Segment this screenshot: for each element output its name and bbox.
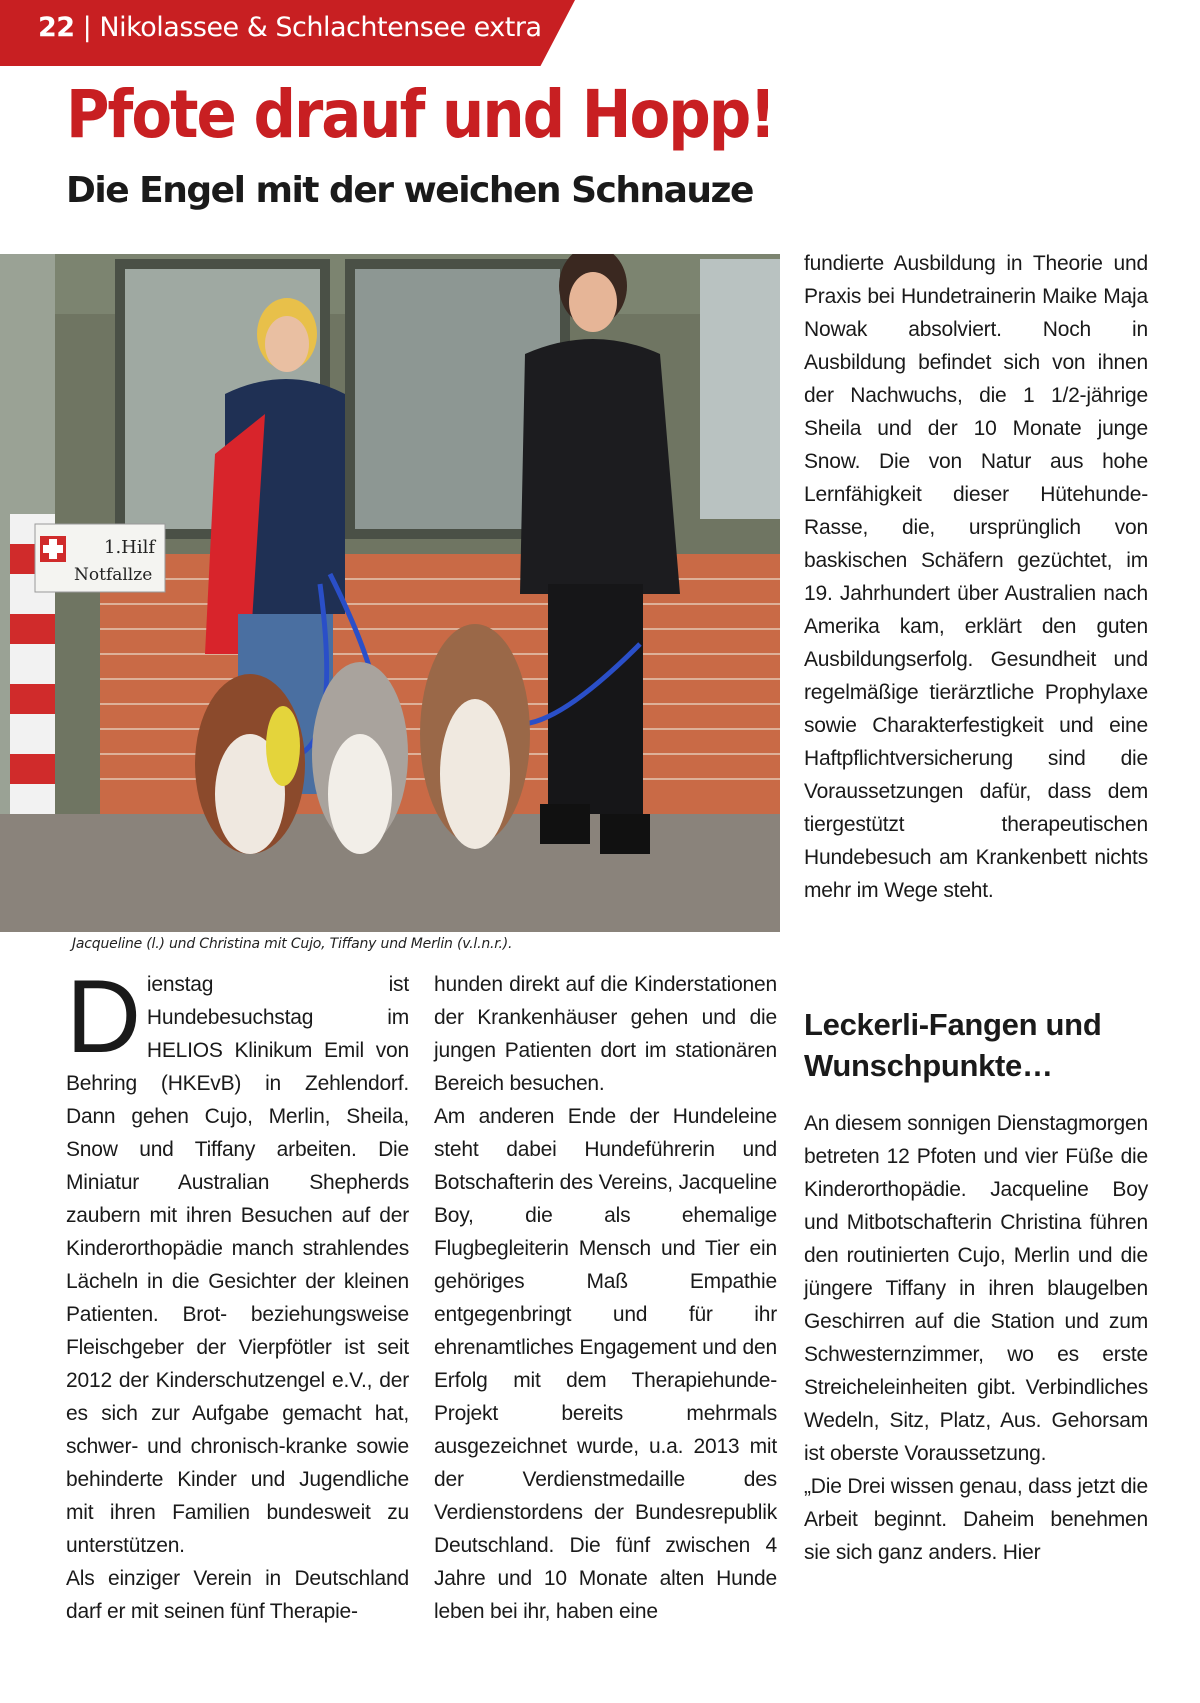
section-name: Nikolassee & Schlachtensee extra [99,12,542,43]
article-column-3-bottom [804,1107,1148,1569]
paragraph: Als einziger Verein in Deutschland darf er mit seinen fünf Therapie- [66,1567,409,1623]
photo-sign-line2: Notfallze [74,565,153,585]
article-title: Pfote drauf und Hopp! [66,76,775,153]
article-column-2 [434,968,777,1628]
paragraph: hunden direkt auf die Kinderstationen der Krankenhäuser gehen und die jungen Patienten dort im stationären Bereich besuchen. [434,973,777,1095]
article-column-1 [66,959,409,1628]
section-header [38,12,542,43]
article-column-3-top [804,247,1148,907]
paragraph: ienstag ist Hundebesuchstag im HELIOS Klinikum Emil von Behring (HKEvB) in Zehlendorf. Dann gehen Cujo, Merlin, Sheila, Snow und Tiffany arbeiten. Die Miniatur Australian Shepherds zaubern mit ihren Besuchen auf der Kinderorthopädie manch strahlendes Lächeln in die Gesichter der kleinen Patienten. Brot- beziehungsweise Fleischgeber der Vierpfötler ist seit 2012 der Kinderschutzengel e.V., der es sich zur Aufgabe gemacht hat, schwer- und chronisch-kranke sowie behinderte Kinder und Jugendliche mit ihren Familien bundesweit zu unterstützen. [66,973,409,1557]
page-number: 22 [38,12,75,43]
photo-caption: Jacqueline (l.) und Christina mit Cujo, Tiffany und Merlin (v.l.n.r.). [72,936,513,952]
article-subtitle: Die Engel mit der weichen Schnauze [66,170,753,211]
paragraph: An diesem sonnigen Dienstagmorgen betreten 12 Pfoten und vier Füße die Kinderorthopädie. Jacqueline Boy und Mitbotschafterin Christina führen den routinierten Cujo, Merlin und die jüngere Tiffany in ihren blaugelben Geschirren auf die Station und zum Schwesternzimmer, wo es erste Streicheleinheiten gibt. Verbindliches Wedeln, Sitz, Platz, Aus. Gehorsam ist oberste Voraussetzung. [804,1112,1148,1465]
paragraph: fundierte Ausbildung in Theorie und Praxis bei Hundetrainerin Maike Maja Nowak absolviert. Noch in Ausbildung befindet sich von ihnen der Nachwuchs, die 1 1/2-jährige Sheila und der 10 Monate junge Snow. Die von Natur aus hohe Lernfähigkeit dieser Hütehunde-Rasse, die, ursprünglich von baskischen Schäfern gezüchtet, im 19. Jahrhundert über Australien nach Amerika kam, erklärt den guten Ausbildungserfolg. Gesundheit und regelmäßige tierärztliche Prophylaxe sowie Charakterfestigkeit und eine Haftpflichtversicherung sind die Voraussetzungen dafür, dass dem tiergestützt therapeutischen Hundebesuch am Krankenbett nichts mehr im Wege steht. [804,252,1148,902]
section-subheading: Leckerli-Fangen und Wunschpunkte… [804,1007,1102,1083]
paragraph: „Die Drei wissen genau, dass jetzt die Arbeit beginnt. Daheim benehmen sie sich ganz anders. Hier [804,1475,1148,1564]
paragraph: Am anderen Ende der Hundeleine steht dabei Hundeführerin und Botschafterin des Vereins, Jacqueline Boy, die als ehemalige Flugbegleiterin Mensch und Tier ein gehöriges Maß Empathie entgegenbringt und für ihr ehrenamtliches Engagement und den Erfolg mit dem Therapiehunde-Projekt bereits mehrmals ausgezeichnet wurde, u.a. 2013 mit der Verdienstmedaille des Verdienstordens der Bundesrepublik Deutschland. Die fünf zwischen 4 Jahre und 10 Monate alten Hunde leben bei ihr, haben eine [434,1105,777,1623]
photo-sign-line1: 1.Hilf [104,537,156,558]
article-photo [0,254,780,932]
drop-cap: D [66,959,141,1075]
header-separator: | [82,12,92,43]
